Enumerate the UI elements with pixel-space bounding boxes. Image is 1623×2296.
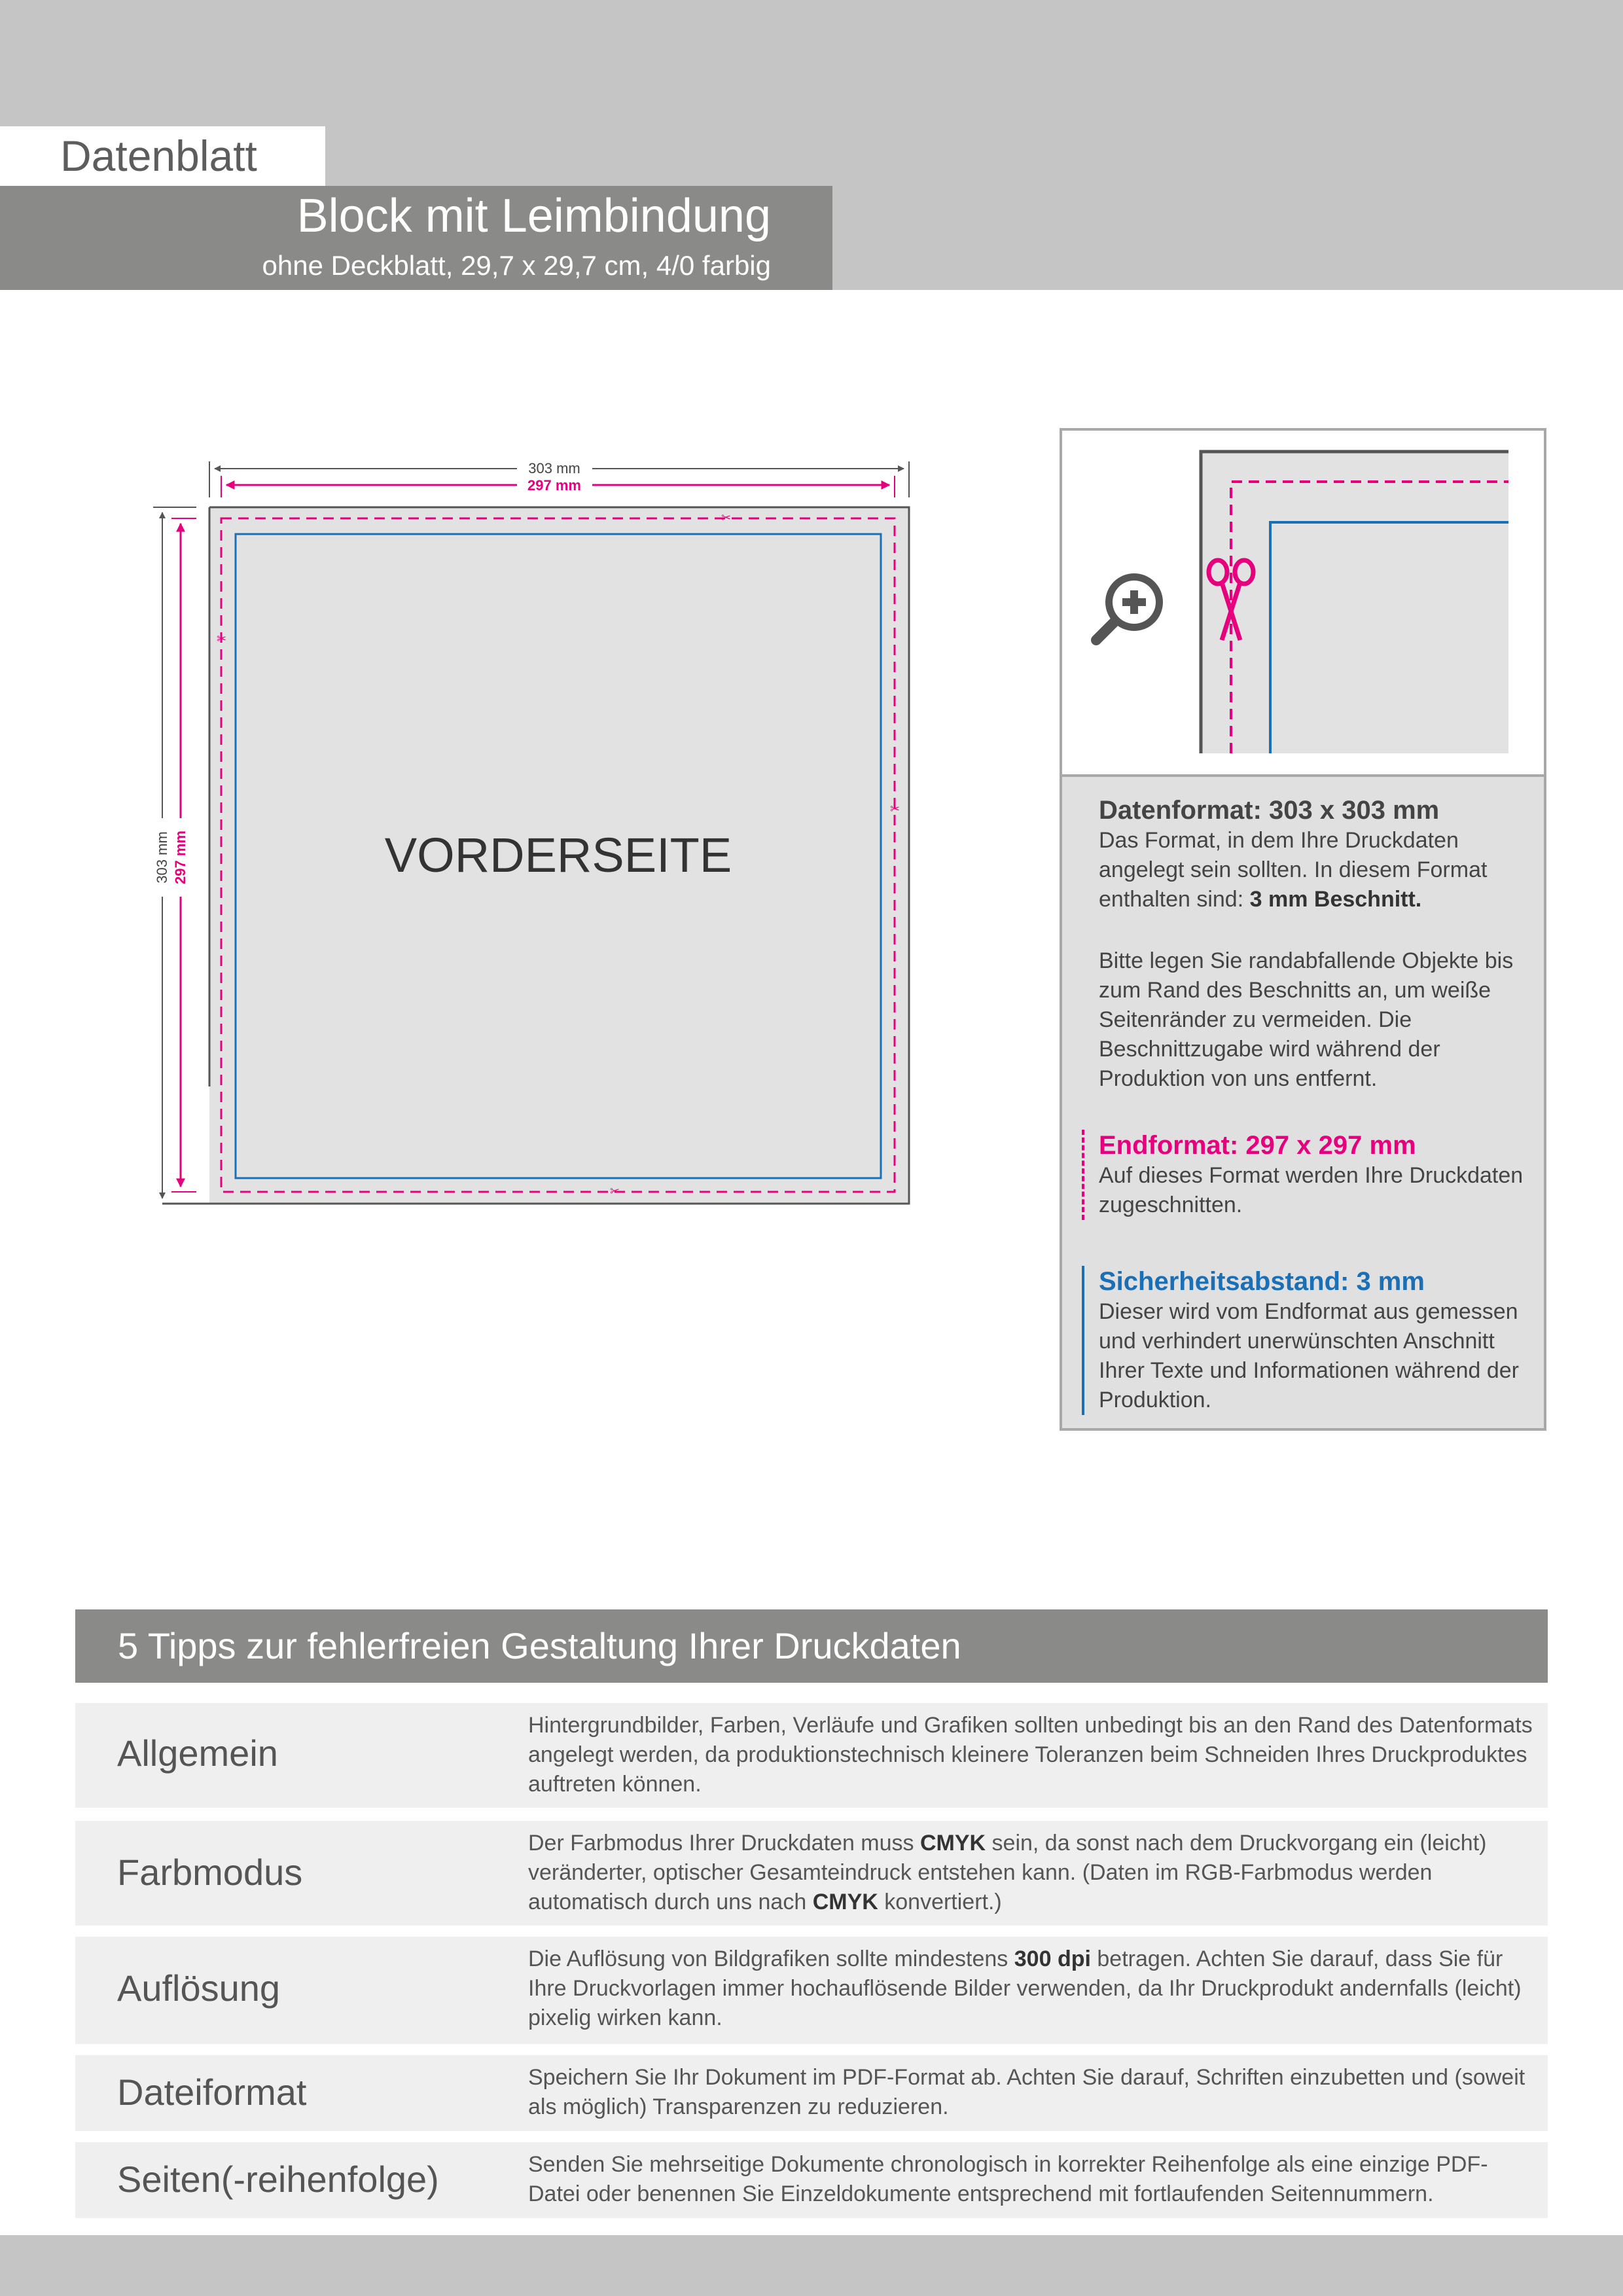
tip-label: Seiten(-reihenfolge)	[117, 2159, 439, 2200]
datenformat-heading: Datenformat: 303 x 303 mm	[1099, 796, 1440, 825]
tip-text: Die Auflösung von Bildgrafiken sollte mindestens 300 dpi betragen. Achten Sie darauf, dass Sie für Ihre Druckvorlagen immer hochauflösende Bilder verwenden, da Ihr Druckprodukt andernfalls (leicht) pixelig wirken kann.	[528, 1946, 1522, 2030]
tip-text: Der Farbmodus Ihrer Druckdaten muss CMYK sein, da sonst nach dem Druckvorgang ein (leicht) veränderter, optischer Gesamteindruck entstehen kann. (Daten im RGB-Farbmodus werden automatisch durch uns nach CMYK konvertiert.)	[528, 1831, 1487, 1914]
tip-row-seiten	[75, 2142, 1548, 2218]
tip-row-farbmodus	[75, 1821, 1548, 1926]
endformat-section	[1082, 1130, 1544, 1220]
width-outer-label: 303 mm	[528, 460, 580, 476]
endformat-heading: Endformat: 297 x 297 mm	[1099, 1131, 1416, 1160]
bleed-advice-text: Bitte legen Sie randabfallende Objekte bis zum Rand des Beschnitts an, um weiße Seitenränder zu vermeiden. Die Beschnittzugabe wird während der Produktion von uns entfernt.	[1099, 948, 1514, 1091]
product-subtitle: ohne Deckblatt, 29,7 x 29,7 cm, 4/0 farbig	[262, 250, 771, 281]
datenformat-section	[1099, 795, 1544, 914]
tip-label: Allgemein	[117, 1732, 278, 1774]
scissor-mark-bottom: ✂	[610, 1185, 620, 1198]
safety-section	[1082, 1266, 1544, 1415]
datenformat-text: Das Format, in dem Ihre Druckdaten angelegt sein sollten. In diesem Format enthalten sind: 3 mm Beschnitt.	[1099, 828, 1488, 912]
zoom-detail	[1062, 431, 1544, 777]
zoom-detail-drawing	[1062, 431, 1544, 774]
tips-title: 5 Tipps zur fehlerfreien Gestaltung Ihrer Druckdaten	[118, 1625, 961, 1666]
tip-text: Speichern Sie Ihr Dokument im PDF-Format ab. Achten Sie darauf, Schriften einzubetten und (soweit als möglich) Transparenzen zu reduzieren.	[528, 2065, 1525, 2119]
tip-row-aufloesung	[75, 1937, 1548, 2044]
scissor-mark-right: ✂	[890, 802, 901, 816]
front-side-label: VORDERSEITE	[384, 828, 732, 882]
tip-label: Auflösung	[117, 1967, 281, 2009]
tip-label: Dateiformat	[117, 2072, 307, 2113]
tip-row-allgemein	[75, 1703, 1548, 1808]
safety-heading: Sicherheitsabstand: 3 mm	[1099, 1267, 1425, 1296]
scissor-mark-top: ✂	[721, 511, 732, 524]
safety-text: Dieser wird vom Endformat aus gemessen und verhindert unerwünschten Anschnitt Ihrer Texte und Informationen während der Produktion.	[1099, 1299, 1519, 1412]
product-title: Block mit Leimbindung	[296, 190, 771, 242]
footer-band	[0, 2235, 1623, 2296]
info-panel	[1060, 428, 1546, 1431]
tip-text: Senden Sie mehrseitige Dokumente chronologisch in korrekter Reihenfolge als eine einzige PDF-Datei oder benennen Sie Einzeldokumente entsprechend mit fortlaufenden Seitennummern.	[528, 2152, 1488, 2206]
scissor-mark-left: ✂	[217, 632, 227, 645]
doc-type-label: Datenblatt	[60, 132, 257, 180]
tip-label: Farbmodus	[117, 1852, 303, 1893]
tip-text: Hintergrundbilder, Farben, Verläufe und Grafiken sollten unbedingt bis an den Rand des Datenformats angelegt werden, da produktionstechnisch kleinere Toleranzen beim Schneiden Ihres Druckproduktes auftreten können.	[528, 1713, 1533, 1797]
height-outer-label: 303 mm	[154, 831, 170, 884]
width-trim-label: 297 mm	[527, 477, 581, 493]
zoom-in-icon	[1096, 573, 1163, 640]
height-trim-label: 297 mm	[172, 831, 188, 884]
tip-row-dateiformat	[75, 2055, 1548, 2131]
endformat-text: Auf dieses Format werden Ihre Druckdaten zugeschnitten.	[1099, 1163, 1524, 1217]
format-diagram	[0, 0, 982, 1309]
